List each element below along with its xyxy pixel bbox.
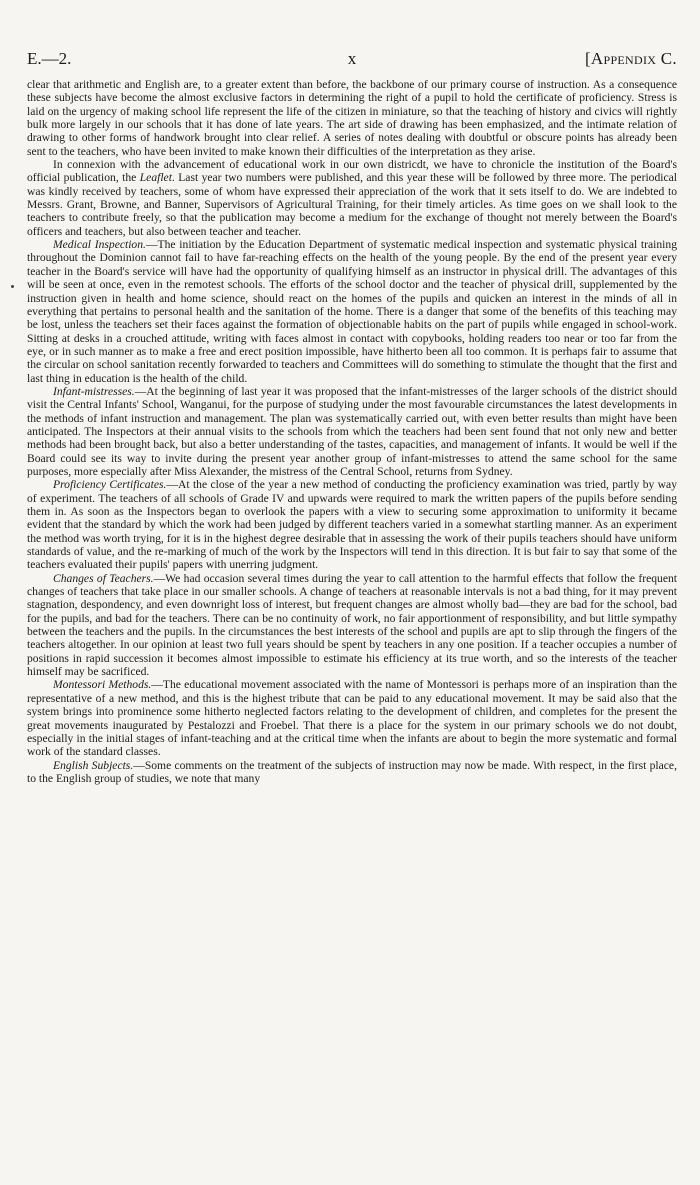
document-page — [27, 48, 677, 785]
section-heading: Medical Inspection. — [53, 238, 146, 252]
page-header — [27, 48, 677, 70]
publication-title: Leaflet — [139, 171, 172, 185]
paragraph-proficiency-certificates — [27, 478, 677, 571]
paragraph-text: clear that arithmetic and English are, to a greater extent than before, the backbone of our primary course of instruction. As a consequence these subjects have become the almost exclusive factors in determining the right of a pupil to hold the certificate of proficiency. Stress is laid on the urgency of making school life represent the life of the citizen in miniature, so that the teaching of history and civics will rightly bulk more largely in our schools that it has done of late years. The art side of drawing has been emphasized, and the intimate relation of drawing to other forms of handwork brought into clear relief. A series of notes dealing with doubtful or obscure points has already been sent to the teachers, who have been invited to make known their difficulties of the interpretation as they arise. — [27, 78, 677, 158]
paragraph-text: —At the close of the year a new method of conducting the proficiency examination was tried, partly by way of experiment. The teachers of all schools of Grade IV and upwards were required to mark the written papers of the pupils before sending them in. As soon as the Inspectors began to overlook the papers with a view to securing some approximation to uniformity it became evident that the standard by which the work had been judged by different teachers varied in a somewhat startling manner. As an experiment the method was worth trying, for it is in the highest degree desirable that in assessing the work of their pupils teachers should have uniform standards of value, and the re-marking of much of the work by the Inspectors will tend in this direction. It is but fair to say that some of the teachers evaluated their pupils' papers with unerring judgment. — [27, 478, 677, 572]
section-heading: Montessori Methods. — [53, 678, 152, 692]
paragraph-montessori-methods — [27, 678, 677, 758]
paragraph-text: —The initiation by the Education Department of systematic medical inspection and systematic physical training throughout the Dominion cannot fail to have far-reaching effects on the health of the young people. By the end of the present year every teacher in the Board's service will have had the opportunity of qualifying himself as an instructor in physical drill. The advantages of this will be seen at once, even in the remotest schools. The efforts of the school doctor and the teacher of physical drill, supplemented by the instruction given in health and home science, should react on the homes of the pupils and quicken an interest in the minds of all in everything that pertains to personal health and the sanitation of the home. There is a danger that some of the benefits of this teaching may be lost, unless the teachers set their faces against the formation of objectionable habits on the part of pupils while engaged in school-work. Sitting at desks in a crouched attitude, writing with faces almost in contact with copybooks, holding readers too near or too far from the eye, or in such manner as to make a free and erect position impossible, have hitherto been all too common. It is perhaps fair to assume that the circular on school sanitation recently forwarded to teachers and Committees will do something to stimulate the thought that the first and last thing in education is the health of the child. — [27, 238, 677, 385]
document-body — [27, 78, 677, 785]
paragraph-infant-mistresses — [27, 385, 677, 478]
paragraph-medical-inspection — [27, 238, 677, 385]
paragraph-text: —We had occasion several times during the year to call attention to the harmful effects that follow the frequent changes of teachers that take place in our smaller schools. A change of teachers at reasonable intervals is not a bad thing, for it may prevent stagnation, despondency, and even downright loss of interest, but frequent changes are almost wholly bad—they are bad for the school, bad for the pupils, and bad for the teachers. There can be no continuity of work, no fair apportionment of responsibility, and but little sympathy between the teachers and the pupils. In the circumstances the best interests of the school and pupils are apt to slip through the fingers of the teachers altogether. In our opinion at least two full years should be spent by teachers in any one position. If a teacher occupies a number of positions in rapid succession it becomes almost impossible to estimate his efficiency at its true worth, and so the interests of the teacher himself may be sacrificed. — [27, 571, 677, 679]
paragraph-text: In connexion with the advancement of educational work in our own districdt, we have to chronicle the institution of the Board's official publication, the — [27, 158, 677, 185]
paragraph-english-subjects — [27, 759, 677, 786]
section-heading: Infant-mistresses. — [53, 384, 135, 398]
header-reference: E.—2. — [27, 49, 72, 68]
paragraph-text: —At the beginning of last year it was proposed that the infant-mistresses of the larger schools of the district should visit the Central Infants' School, Wanganui, for the purpose of studying under the most favourable circumstances the latest developments in the methods of infant instruction and management. The plan was systematically carried out, with even better results than might have been anticipated. The Inspectors at their annual visits to the schools from which the teachers had been sent found that not only new and better methods had been brought back, but also a better understanding of the tastes, capacities, and management of infants. It would be well if the Board could see its way to invite during the present year another group of infant-mistresses to attend the same school for the same purposes, more especially after Miss Alexander, the mistress of the Central School, returns from Sydney. — [27, 384, 677, 478]
paragraph-text: —Some comments on the treatment of the subjects of instruction may now be made. With respect, in the first place, to the English group of studies, we note that many — [27, 758, 677, 785]
paragraph-text-tail: . Last year two numbers were published, and this year these will be followed by three more. The periodical was kindly received by teachers, some of whom have expressed their appreciation of the work that it sets itself to do. We are indebted to Messrs. Grant, Browne, and Banner, Supervisors of Agricultural Training, for their timely articles. As time goes on we shall look to the teachers to contribute freely, so that the publication may become a medium for the exchange of thought not merely between the Board's officers and teachers, but also between teacher and teacher. — [27, 171, 677, 238]
page-number: x — [347, 49, 357, 68]
section-heading: English Subjects. — [53, 758, 134, 772]
paragraph-leaflet — [27, 158, 677, 238]
section-heading: Changes of Teachers. — [53, 571, 154, 585]
paragraph-text: —The educational movement associated with the name of Montessori is perhaps more of an inspiration than the representative of a new method, and this is the highest tribute that can be paid to any educational movement. It may be said also that the system brings into prominence some hitherto neglected factors relating to the development of children, and completes for the present the great movements inaugurated by Pestalozzi and Froebel. That there is a place for the system in our primary schools we do not doubt, especially in the initial stages of infant-teaching and at the critical time when the infants are about to begin the more systematic and formal work of the standard classes. — [27, 678, 677, 759]
paragraph-syllabus — [27, 78, 677, 158]
section-heading: Proficiency Certificates. — [53, 478, 167, 492]
header-appendix: [Appendix C. — [584, 49, 677, 68]
paragraph-changes-of-teachers — [27, 572, 677, 679]
margin-mark — [11, 285, 14, 288]
